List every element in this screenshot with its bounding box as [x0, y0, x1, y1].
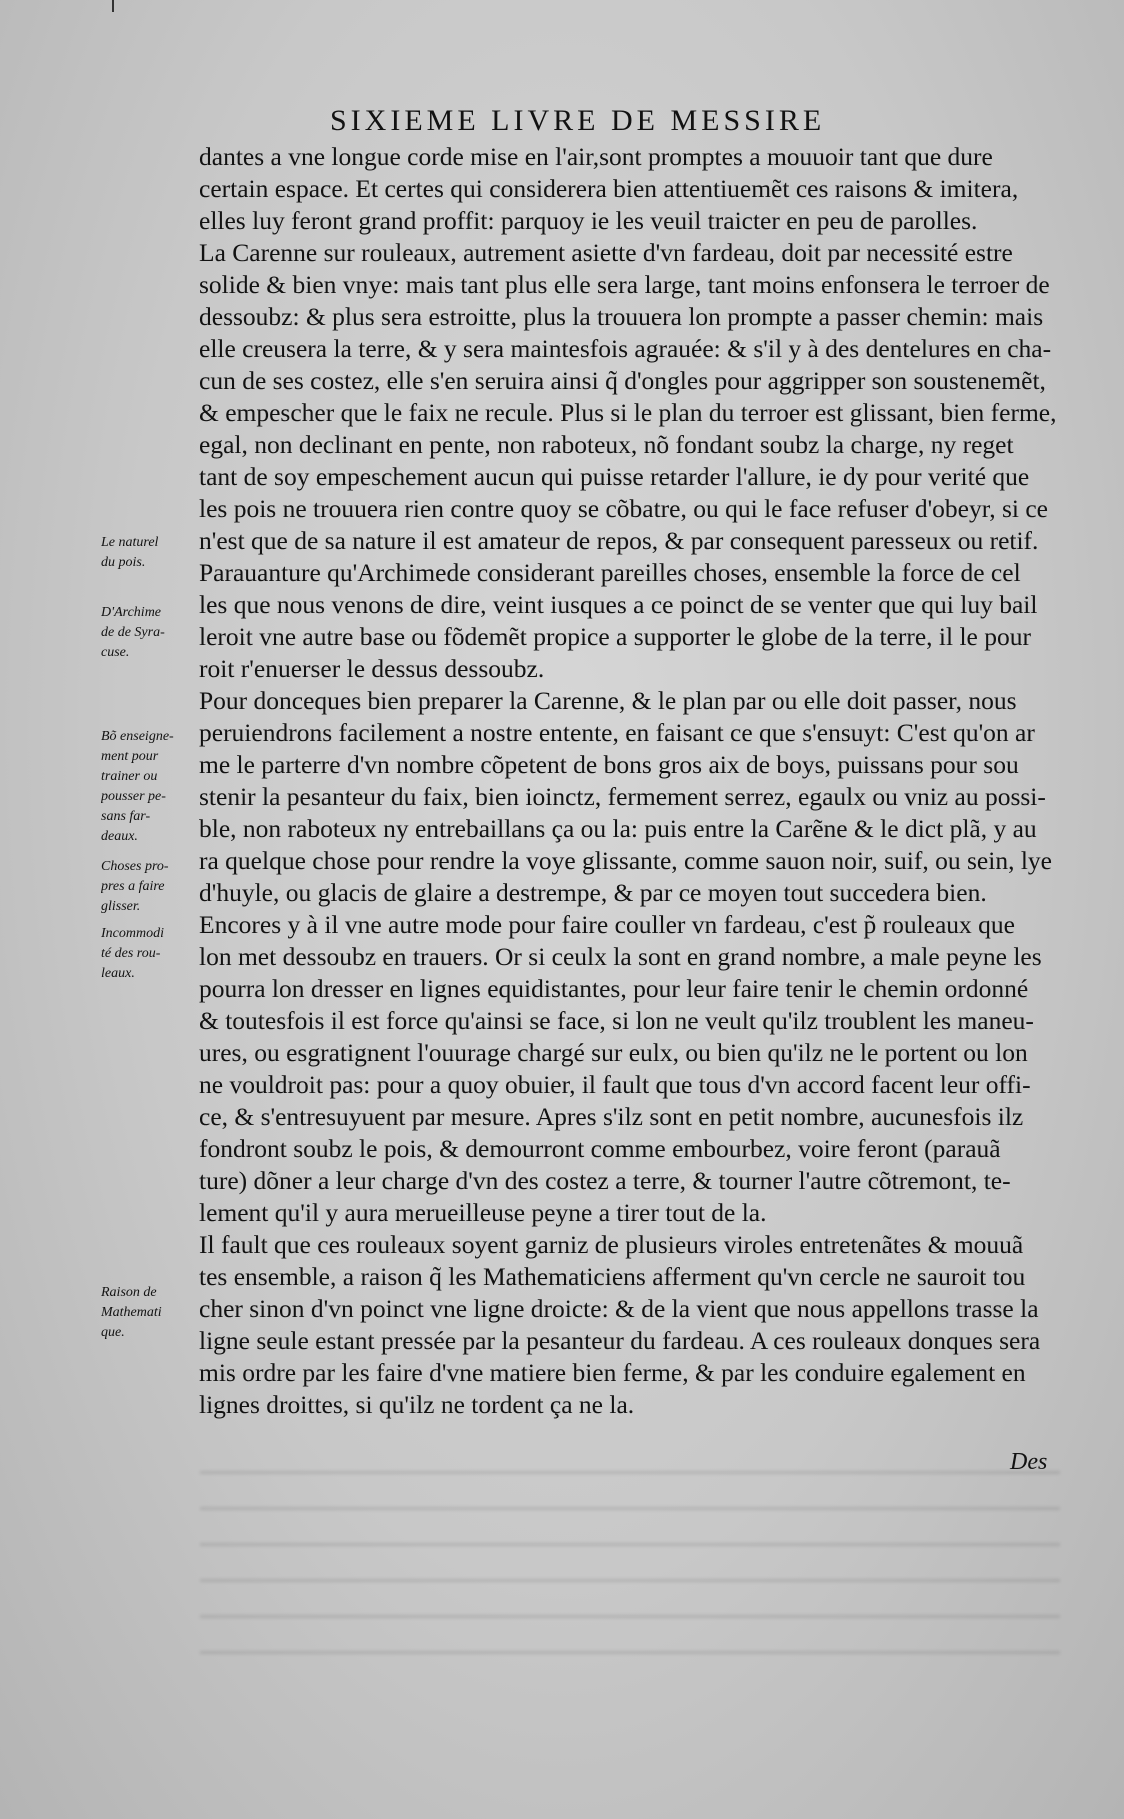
text-line: ble, non raboteux ny entrebaillans ça ou la: puis entre la Carẽne & le dict plã, y au [199, 814, 1037, 843]
text-line: cun de ses costez, elle s'en seruira ainsi q̃ d'ongles pour aggripper son soustenemẽt, [199, 366, 1046, 395]
text-line: me le parterre d'vn nombre cõpetent de bons gros aix de boys, puissans pour sou [199, 750, 1019, 779]
text-line: cher sinon d'vn poinct vne ligne droicte: & de la vient que nous appellons trasse la [199, 1294, 1039, 1323]
catchword: Des [1010, 1449, 1048, 1475]
text-line: d'huyle, ou glacis de glaire a destrempe, & par ce moyen tout succedera bien. [199, 878, 987, 907]
text-line: peruiendrons facilement a nostre entente, en faisant ce que s'ensuyt: C'est qu'on ar [199, 718, 1035, 747]
text-line: fondront soubz le pois, & demourront comme embourbez, voire feront (parauã [199, 1134, 1001, 1163]
margin-tick [112, 0, 114, 12]
text-line: stenir la pesanteur du faix, bien ioinctz, fermement serrez, egaulx ou vniz au possi- [199, 782, 1046, 811]
text-line: pourra lon dresser en lignes equidistantes, pour leur faire tenir le chemin ordonné [199, 974, 1029, 1003]
main-text [199, 141, 1071, 1421]
text-line: lignes droittes, si qu'ilz ne tordent ça ne la. [199, 1390, 635, 1419]
text-line: ra quelque chose pour rendre la voye glissante, comme sauon noir, suif, ou sein, lye [199, 846, 1052, 875]
text-line: & empescher que le faix ne recule. Plus si le plan du terroer est glissant, bien ferme, [199, 398, 1057, 427]
text-line: ures, ou esgratignent l'ouurage chargé sur eulx, ou bien qu'ilz ne le portent ou lon [199, 1038, 1028, 1067]
text-line: n'est que de sa nature il est amateur de repos, & par consequent paresseux ou retif. [199, 526, 1039, 555]
text-line: Il fault que ces rouleaux soyent garniz de plusieurs viroles entretenãtes & mouuã [199, 1230, 1024, 1259]
text-line: Encores y à il vne autre mode pour faire couller vn fardeau, c'est p̃ rouleaux que [199, 910, 1015, 939]
text-line: lon met dessoubz en trauers. Or si ceulx la sont en grand nombre, a male peyne les [199, 942, 1042, 971]
text-line: La Carenne sur rouleaux, autrement asiette d'vn fardeau, doit par necessité estre [199, 238, 1013, 267]
text-line: dessoubz: & plus sera estroitte, plus la trouuera lon prompte a passer chemin: mais [199, 302, 1044, 331]
margin-note: Raison de Mathemati que. [101, 1285, 162, 1340]
text-line: ce, & s'entresuyuent par mesure. Apres s'ilz sont en petit nombre, aucunesfois ilz [199, 1102, 1024, 1131]
text-line: Pour donceques bien preparer la Carenne, & le plan par ou elle doit passer, nous [199, 686, 1017, 715]
text-line: roit r'enuerser le dessus dessoubz. [199, 654, 545, 683]
text-line: ne vouldroit pas: pour a quoy obuier, il fault que tous d'vn accord facent leur offi- [199, 1070, 1031, 1099]
text-line: tes ensemble, a raison q̃ les Mathematiciens afferment qu'vn cercle ne sauroit tou [199, 1262, 1026, 1291]
text-line: Parauanture qu'Archimede considerant pareilles choses, ensemble la force de cel [199, 558, 1021, 587]
text-line: solide & bien vnye: mais tant plus elle sera large, tant moins enfonsera le terroer de [199, 270, 1050, 299]
text-line: ligne seule estant pressée par la pesanteur du fardeau. A ces rouleaux donques sera [199, 1326, 1041, 1355]
show-through-text [200, 1448, 1060, 1678]
margin-note: D'Archime de de Syra- cuse. [101, 605, 165, 660]
text-line: certain espace. Et certes qui considerera bien attentiuemẽt ces raisons & imitera, [199, 174, 1019, 203]
text-line: & toutesfois il est force qu'ainsi se face, si lon ne veult qu'ilz troublent les maneu- [199, 1006, 1034, 1035]
text-line: ture) dõner a leur charge d'vn des costez a terre, & tourner l'autre cõtremont, te- [199, 1166, 1011, 1195]
text-line: elle creusera la terre, & y sera maintesfois agrauée: & s'il y à des dentelures en cha- [199, 334, 1052, 363]
text-line: elles luy feront grand proffit: parquoy ie les veuil traicter en peu de parolles. [199, 206, 978, 235]
margin-note: Incommodi té des rou- leaux. [101, 926, 164, 981]
text-line: lement qu'il y aura merueilleuse peyne a tirer tout de la. [199, 1198, 767, 1227]
margin-note: Le naturel du pois. [101, 535, 159, 570]
text-line: tant de soy empeschement aucun qui puisse retarder l'allure, ie dy pour verité que [199, 462, 1030, 491]
margin-note: Bõ enseigne- ment pour trainer ou pousser pe- sans far- deaux. [101, 729, 174, 844]
text-line: mis ordre par les faire d'vne matiere bien ferme, & par les conduire egalement en [199, 1358, 1026, 1387]
text-line: les pois ne trouuera rien contre quoy se cõbatre, ou qui le face refuser d'obeyr, si ce [199, 494, 1048, 523]
text-line: les que nous venons de dire, veint iusques a ce poinct de se venter que qui luy bail [199, 590, 1038, 619]
margin-note: Choses pro- pres a faire glisser. [101, 859, 169, 914]
text-line: leroit vne autre base ou fõdemẽt propice a supporter le globe de la terre, il le pour [199, 622, 1031, 651]
text-line: dantes a vne longue corde mise en l'air,sont promptes a mouuoir tant que dure [199, 142, 993, 171]
running-header: SIXIEME LIVRE DE MESSIRE [330, 104, 826, 137]
text-line: egal, non declinant en pente, non raboteux, nõ fondant soubz la charge, ny reget [199, 430, 1014, 459]
